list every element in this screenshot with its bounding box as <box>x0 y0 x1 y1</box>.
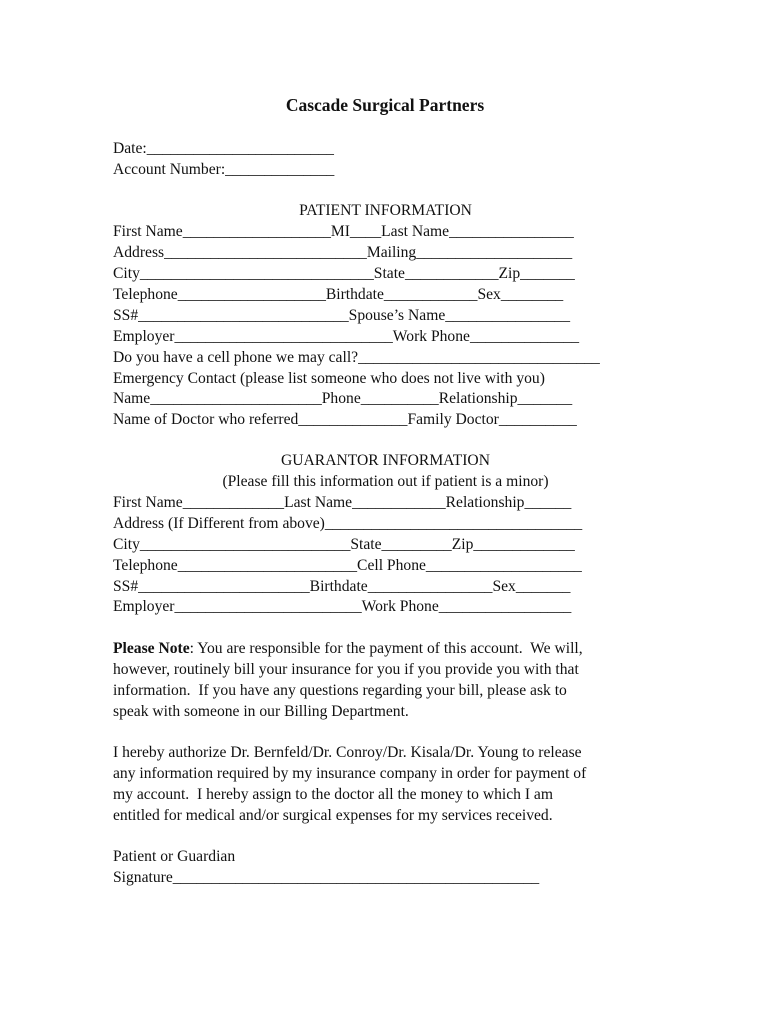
patient-line-ssn[interactable]: SS#___________________________Spouse’s Name________________ <box>113 307 570 324</box>
authorization-line: my account. I hereby assign to the doctor all the money to which I am <box>113 786 553 803</box>
patient-line-city[interactable]: City______________________________State____________Zip_______ <box>113 265 575 282</box>
guarantor-line-city[interactable]: City___________________________State_________Zip_____________ <box>113 536 575 553</box>
date-field[interactable]: Date:________________________ <box>113 140 334 157</box>
note-line: speak with someone in our Billing Department. <box>113 703 409 720</box>
authorization-line: I hereby authorize Dr. Bernfeld/Dr. Conroy/Dr. Kisala/Dr. Young to release <box>113 744 582 761</box>
guarantor-line-telephone[interactable]: Telephone_______________________Cell Phone____________________ <box>113 557 582 574</box>
note-line: however, routinely bill your insurance for you if you provide you with that <box>113 661 579 678</box>
patient-line-name[interactable]: First Name___________________MI____Last Name________________ <box>113 223 574 240</box>
guarantor-info-subheading: (Please fill this information out if patient is a minor) <box>222 473 549 490</box>
authorization-line: any information required by my insurance company in order for payment of <box>113 765 587 782</box>
guarantor-info-heading: GUARANTOR INFORMATION <box>281 452 490 469</box>
signature-label: Patient or Guardian <box>113 848 236 865</box>
guarantor-line-ssn[interactable]: SS#______________________Birthdate________________Sex_______ <box>113 578 571 595</box>
account-number-field[interactable]: Account Number:______________ <box>113 161 335 178</box>
patient-line-telephone[interactable]: Telephone___________________Birthdate____________Sex________ <box>113 286 564 303</box>
note-line <box>113 639 583 659</box>
form-title: Cascade Surgical Partners <box>285 95 485 115</box>
patient-line-emergency-contact[interactable]: Name______________________Phone__________Relationship_______ <box>113 390 573 407</box>
note-text: : You are responsible for the payment of this account. We will, <box>189 640 583 657</box>
signature-field[interactable]: Signature_______________________________________________ <box>113 869 540 886</box>
guarantor-line-name[interactable]: First Name_____________Last Name____________Relationship______ <box>113 494 572 511</box>
guarantor-line-employer[interactable]: Employer________________________Work Phone_________________ <box>113 598 572 615</box>
guarantor-line-address[interactable]: Address (If Different from above)_________________________________ <box>113 515 583 532</box>
patient-line-doctor[interactable]: Name of Doctor who referred______________Family Doctor__________ <box>113 411 577 428</box>
patient-line-emergency-label: Emergency Contact (please list someone who does not live with you) <box>113 370 545 387</box>
patient-line-employer[interactable]: Employer____________________________Work Phone______________ <box>113 328 580 345</box>
note-line: information. If you have any questions regarding your bill, please ask to <box>113 682 567 699</box>
patient-info-heading: PATIENT INFORMATION <box>299 202 472 219</box>
authorization-line: entitled for medical and/or surgical expenses for my services received. <box>113 807 553 824</box>
note-label: Please Note <box>113 640 190 657</box>
patient-line-address[interactable]: Address__________________________Mailing____________________ <box>113 244 573 261</box>
patient-line-cell[interactable]: Do you have a cell phone we may call?_______________________________ <box>113 349 600 366</box>
